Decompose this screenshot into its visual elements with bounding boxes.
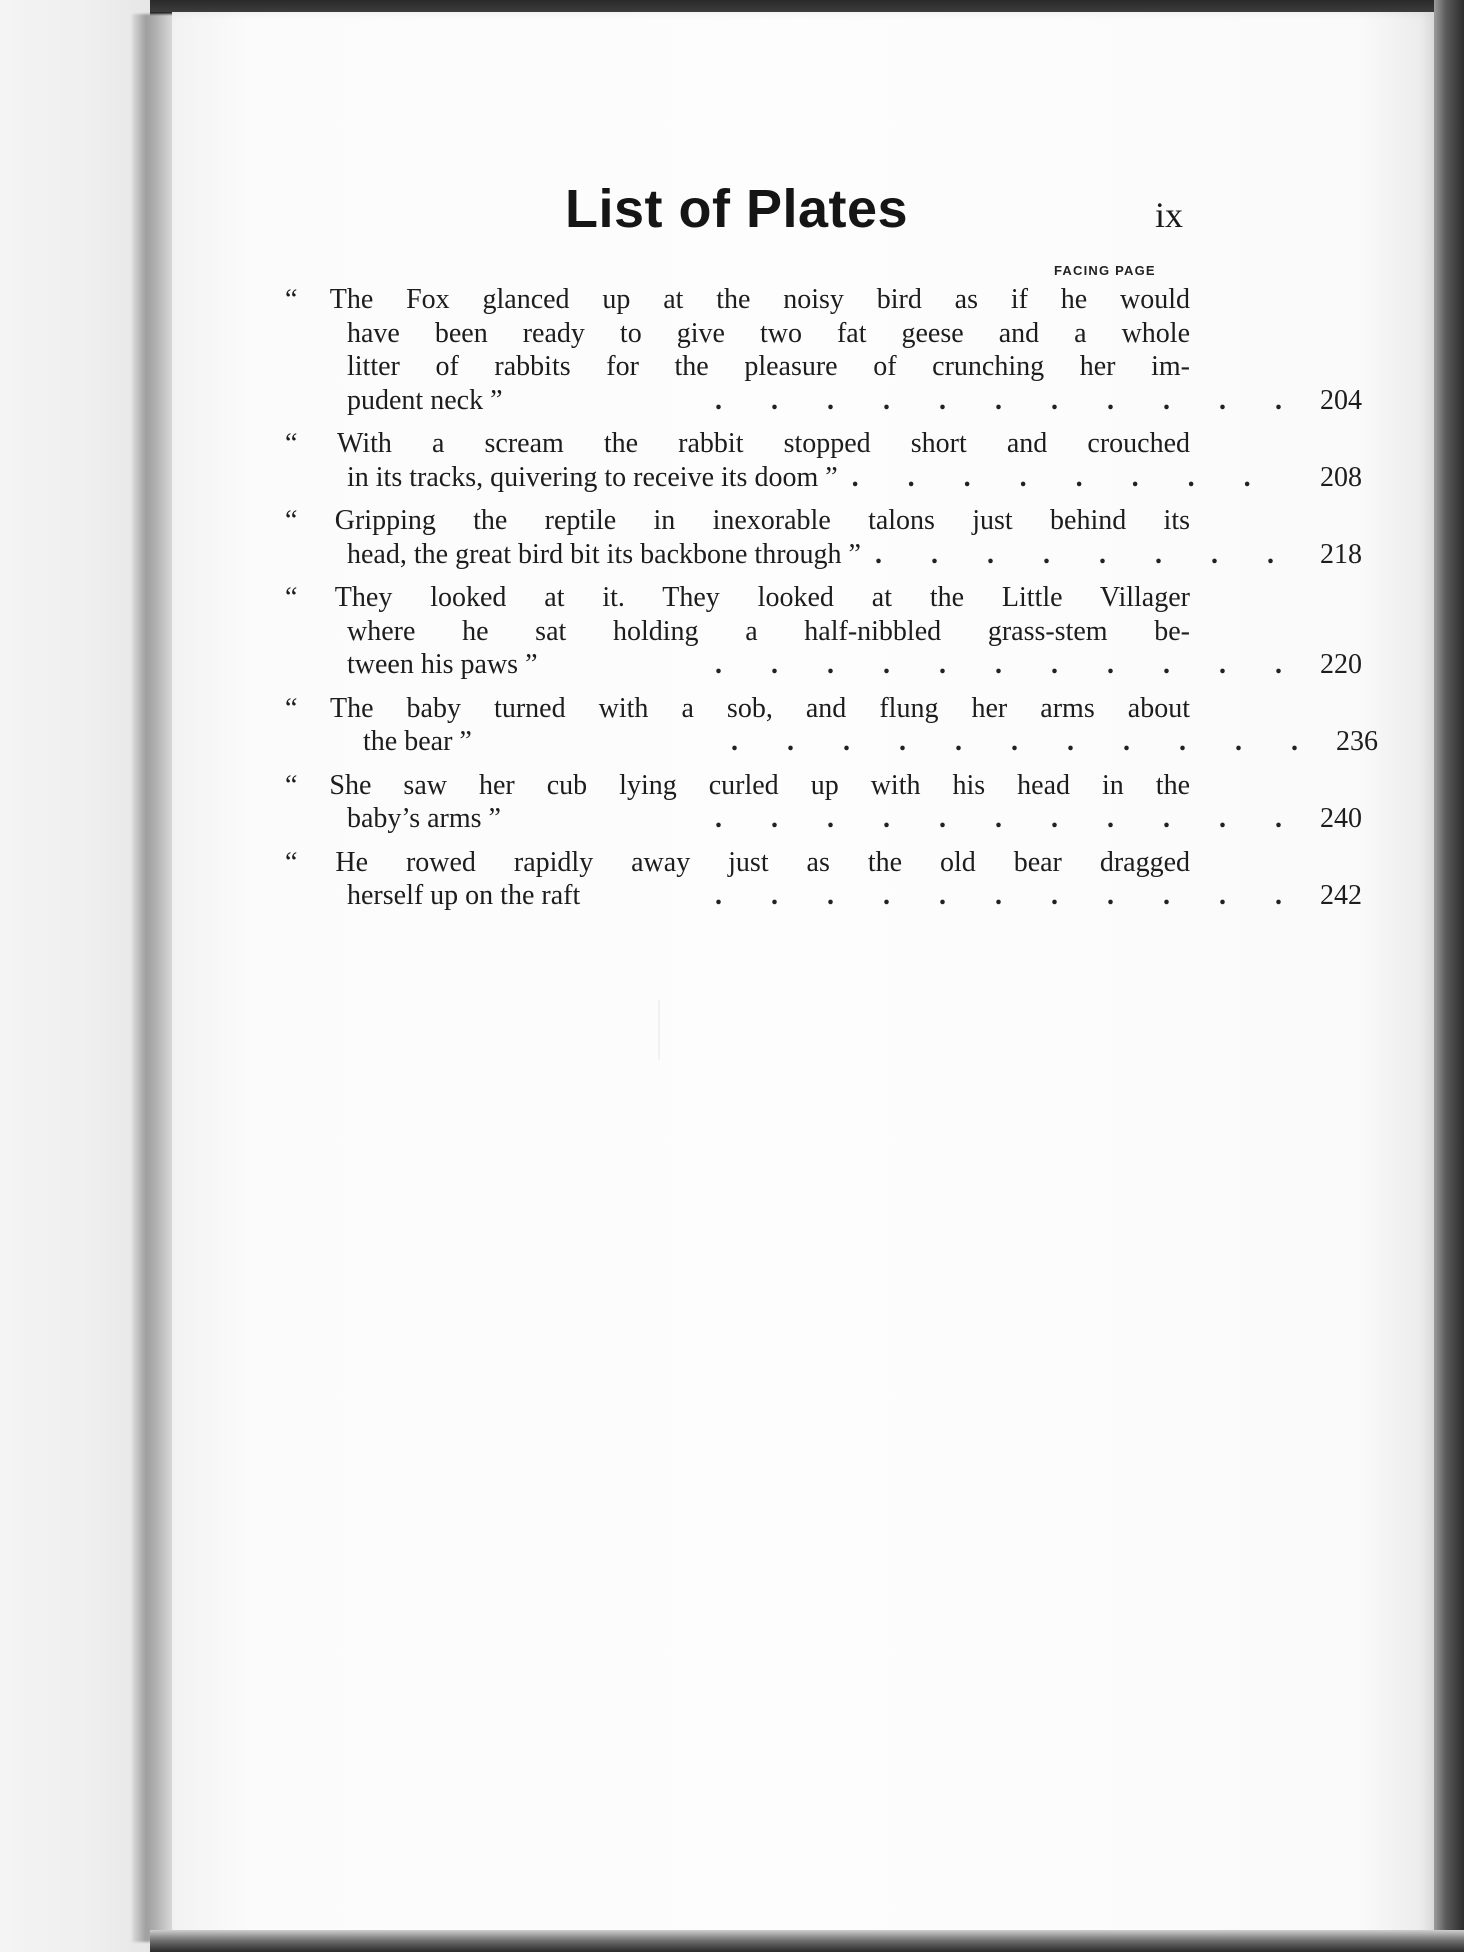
entry-line: “ They looked at it. They looked at the Little Villager [285,582,1190,613]
dot-leaders [861,538,1282,572]
plate-entry [285,504,1362,571]
plate-page-number: 208 [1320,461,1362,493]
facing-page-header: FACING PAGE [1054,263,1156,278]
entry-line: tween his paws ” [347,649,538,680]
dot-leaders [501,802,1282,836]
entry-last-line [285,384,1362,418]
entry-last-line [285,725,1378,759]
entry-line: baby’s arms ” [347,803,501,834]
entry-line: the bear ” [363,726,472,757]
entry-line: “ With a scream the rabbit stopped short and crouched [285,428,1190,459]
entry-line: where he sat holding a half-nibbled grass-stem be- [347,615,1190,647]
plate-entry [285,427,1362,494]
entry-last-line [285,802,1362,836]
dot-leaders [580,879,1282,913]
plates-list [285,283,1378,923]
plate-page-number: 220 [1320,649,1362,680]
plate-page-number: 204 [1320,384,1362,416]
dot-leaders [538,648,1282,682]
entry-line: herself up on the raft [347,880,581,911]
entry-line: “ Gripping the reptile in inexorable talons just behind its [285,505,1190,536]
plate-entry [285,283,1362,417]
plate-page-number: 242 [1320,880,1362,911]
entry-last-line [285,879,1362,913]
entry-line: litter of rabbits for the pleasure of crunching her im- [347,351,1190,382]
plate-entry [285,692,1378,759]
plate-page-number: 240 [1320,803,1362,834]
entry-line: “ The Fox glanced up at the noisy bird as if he would [285,284,1190,315]
entry-line: have been ready to give two fat geese and a whole [347,317,1190,349]
entry-last-line [285,461,1362,495]
dot-leaders [503,384,1283,418]
dot-leaders [838,461,1282,495]
entry-line: “ She saw her cub lying curled up with his head in the [285,769,1190,801]
entry-line: “ The baby turned with a sob, and flung her arms about [285,692,1190,724]
dot-leaders [472,725,1298,759]
page-folio: ix [1155,195,1184,235]
entry-line: pudent neck ” [347,384,503,416]
plate-entry [285,581,1362,682]
plate-page-number: 218 [1320,538,1362,570]
plate-entry [285,846,1362,913]
entry-last-line [285,538,1362,572]
entry-line: head, the great bird bit its backbone through ” [347,538,861,570]
entry-last-line [285,648,1362,682]
paper-blemish [658,1000,660,1060]
page-title: List of Plates [565,179,909,239]
plate-entry [285,769,1362,836]
entry-line: “ He rowed rapidly away just as the old bear dragged [285,846,1190,878]
plate-page-number: 236 [1336,726,1378,757]
entry-line: in its tracks, quivering to receive its doom ” [347,461,838,493]
